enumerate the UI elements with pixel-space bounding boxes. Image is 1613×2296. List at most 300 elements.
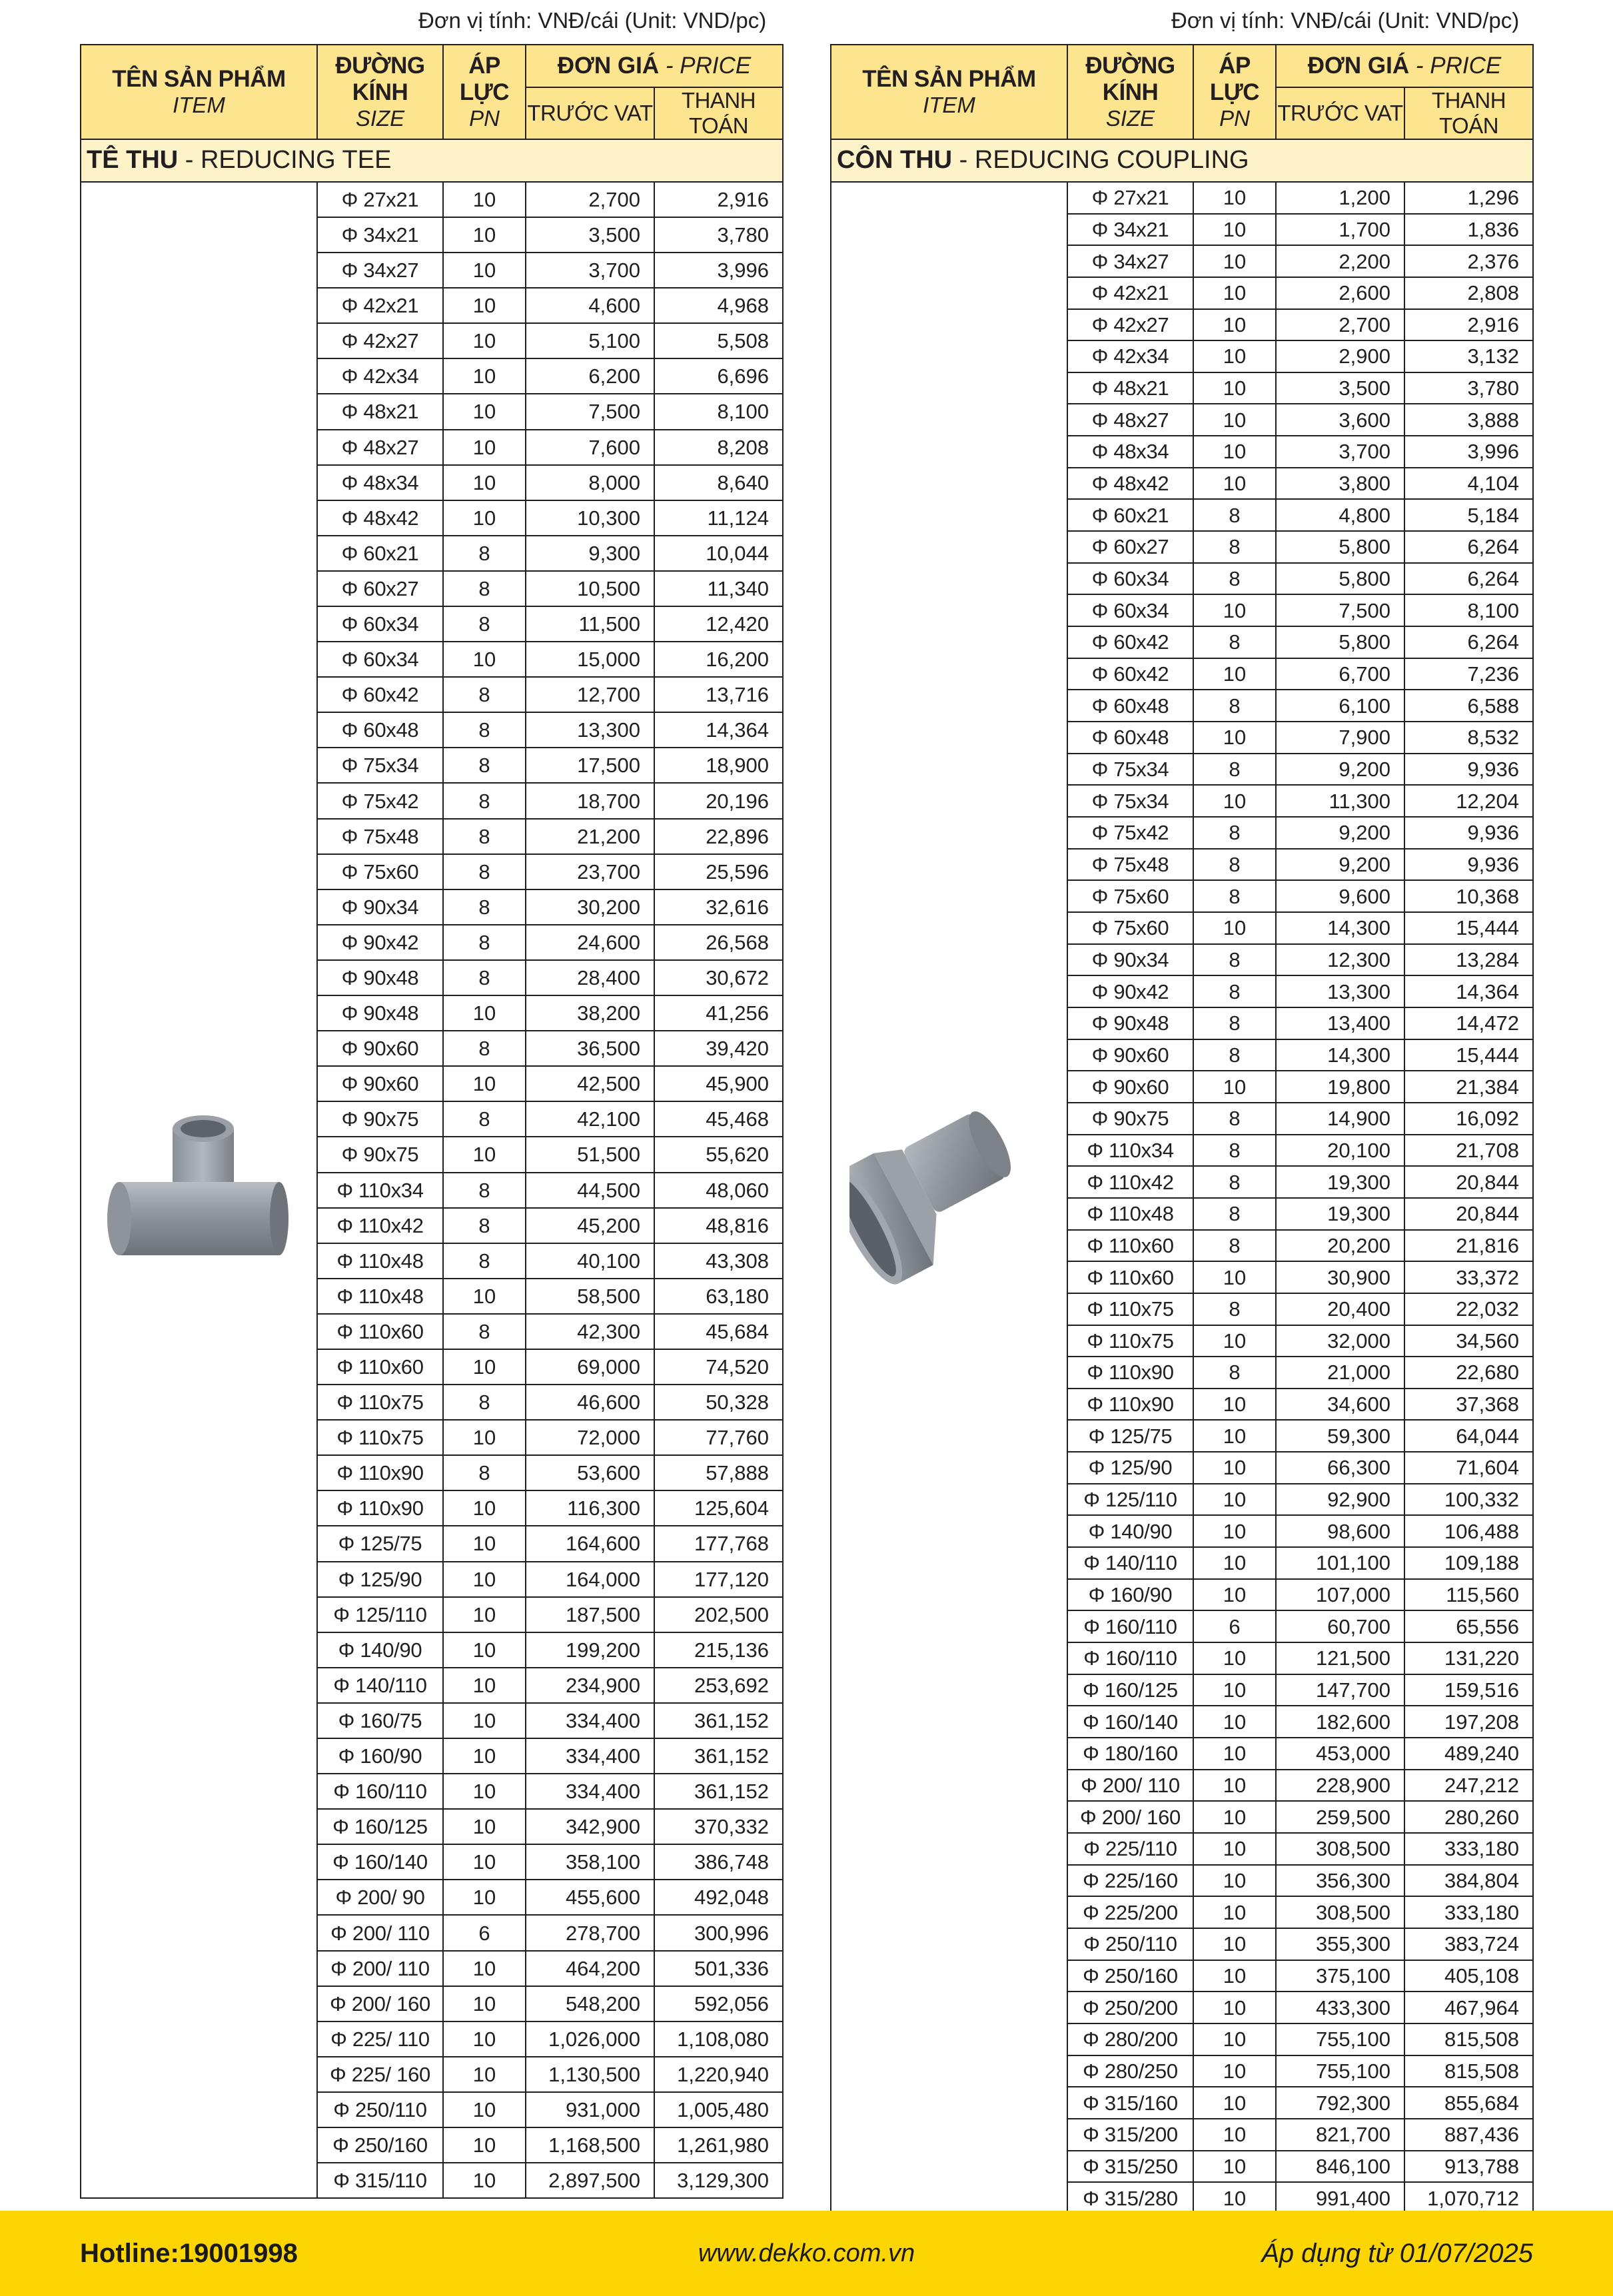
cell-price-payment: 489,240 <box>1404 1738 1533 1770</box>
cell-price-before-vat: 358,100 <box>526 1844 654 1880</box>
cell-price-payment: 333,180 <box>1404 1833 1533 1865</box>
cell-price-before-vat: 6,100 <box>1276 690 1404 722</box>
cell-price-before-vat: 58,500 <box>526 1279 654 1314</box>
cell-price-before-vat: 23,700 <box>526 854 654 889</box>
reducing-tee-icon <box>99 1102 299 1275</box>
cell-price-before-vat: 66,300 <box>1276 1452 1404 1484</box>
cell-size: Φ 110x42 <box>317 1208 443 1243</box>
cell-price-before-vat: 45,200 <box>526 1208 654 1243</box>
cell-price-before-vat: 5,800 <box>1276 626 1404 658</box>
cell-size: Φ 75x34 <box>317 748 443 783</box>
cell-size: Φ 125/75 <box>317 1526 443 1561</box>
cell-pn: 8 <box>1193 1166 1276 1198</box>
product-image-cell <box>831 182 1067 2214</box>
cell-price-payment: 8,100 <box>1404 594 1533 626</box>
cell-price-payment: 34,560 <box>1404 1325 1533 1357</box>
cell-size: Φ 200/ 110 <box>1067 1770 1193 1802</box>
cell-size: Φ 75x34 <box>1067 754 1193 786</box>
cell-price-before-vat: 7,500 <box>1276 594 1404 626</box>
reducing-tee-rows <box>81 182 783 2198</box>
cell-price-before-vat: 334,400 <box>526 1738 654 1774</box>
cell-price-payment: 25,596 <box>654 854 783 889</box>
cell-size: Φ 48x21 <box>1067 372 1193 404</box>
cell-price-payment: 405,108 <box>1404 1960 1533 1992</box>
col-header-pn: ÁP LỰC PN <box>443 45 526 139</box>
cell-price-payment: 9,936 <box>1404 754 1533 786</box>
cell-price-before-vat: 5,100 <box>526 323 654 358</box>
cell-price-payment: 22,680 <box>1404 1357 1533 1389</box>
cell-pn: 8 <box>1193 1135 1276 1167</box>
cell-pn: 10 <box>443 1703 526 1738</box>
cell-price-payment: 887,436 <box>1404 2119 1533 2151</box>
cell-price-payment: 32,616 <box>654 889 783 925</box>
cell-pn: 8 <box>443 712 526 748</box>
footer-bar <box>0 2211 1613 2296</box>
cell-price-payment: 109,188 <box>1404 1547 1533 1579</box>
cell-price-before-vat: 9,200 <box>1276 849 1404 881</box>
section-title: CÔN THU - REDUCING COUPLING <box>831 139 1533 182</box>
cell-size: Φ 110x90 <box>317 1490 443 1526</box>
cell-price-before-vat: 6,700 <box>1276 658 1404 690</box>
cell-price-before-vat: 42,300 <box>526 1314 654 1349</box>
cell-price-before-vat: 433,300 <box>1276 1992 1404 2023</box>
cell-pn: 8 <box>1193 849 1276 881</box>
cell-pn: 10 <box>443 1279 526 1314</box>
cell-price-before-vat: 46,600 <box>526 1385 654 1420</box>
col-header-payment: THANH TOÁN <box>654 87 783 139</box>
cell-price-payment: 4,968 <box>654 288 783 323</box>
cell-price-before-vat: 72,000 <box>526 1420 654 1455</box>
cell-price-before-vat: 15,000 <box>526 642 654 677</box>
cell-price-before-vat: 69,000 <box>526 1349 654 1385</box>
col-header-item: TÊN SẢN PHẨM ITEM <box>81 45 317 139</box>
cell-size: Φ 160/140 <box>317 1844 443 1880</box>
cell-pn: 8 <box>443 1314 526 1349</box>
cell-size: Φ 90x60 <box>1067 1039 1193 1071</box>
cell-price-payment: 22,032 <box>1404 1293 1533 1325</box>
cell-size: Φ 48x42 <box>317 500 443 536</box>
table-row <box>81 182 783 217</box>
cell-price-payment: 21,384 <box>1404 1071 1533 1103</box>
cell-pn: 8 <box>1193 1293 1276 1325</box>
cell-price-before-vat: 4,600 <box>526 288 654 323</box>
cell-pn: 8 <box>443 606 526 642</box>
cell-size: Φ 60x48 <box>1067 722 1193 754</box>
cell-pn: 8 <box>443 1208 526 1243</box>
cell-pn: 10 <box>1193 2055 1276 2087</box>
effective-date: Áp dụng từ 01/07/2025 <box>1261 2239 1533 2268</box>
cell-size: Φ 48x21 <box>317 394 443 429</box>
cell-size: Φ 90x60 <box>1067 1071 1193 1103</box>
cell-price-payment: 6,264 <box>1404 531 1533 563</box>
cell-pn: 10 <box>1193 1960 1276 1992</box>
cell-price-payment: 197,208 <box>1404 1706 1533 1738</box>
cell-price-before-vat: 792,300 <box>1276 2087 1404 2119</box>
cell-pn: 8 <box>1193 499 1276 531</box>
cell-pn: 10 <box>443 1809 526 1844</box>
cell-price-before-vat: 59,300 <box>1276 1420 1404 1452</box>
cell-pn: 10 <box>1193 1547 1276 1579</box>
cell-size: Φ 160/125 <box>1067 1674 1193 1706</box>
cell-price-payment: 45,900 <box>654 1066 783 1101</box>
cell-price-before-vat: 182,600 <box>1276 1706 1404 1738</box>
cell-price-before-vat: 2,700 <box>1276 309 1404 341</box>
cell-price-before-vat: 30,200 <box>526 889 654 925</box>
cell-size: Φ 140/90 <box>317 1632 443 1668</box>
cell-price-payment: 3,780 <box>654 217 783 253</box>
cell-price-before-vat: 24,600 <box>526 925 654 960</box>
cell-price-payment: 159,516 <box>1404 1674 1533 1706</box>
cell-pn: 10 <box>1193 468 1276 500</box>
cell-price-payment: 106,488 <box>1404 1515 1533 1547</box>
cell-pn: 10 <box>443 253 526 288</box>
cell-price-payment: 1,005,480 <box>654 2092 783 2127</box>
cell-price-before-vat: 164,600 <box>526 1526 654 1561</box>
cell-price-before-vat: 53,600 <box>526 1455 654 1490</box>
cell-pn: 8 <box>443 677 526 712</box>
cell-price-before-vat: 14,300 <box>1276 912 1404 944</box>
cell-price-before-vat: 10,500 <box>526 571 654 606</box>
cell-size: Φ 140/110 <box>1067 1547 1193 1579</box>
cell-size: Φ 42x21 <box>1067 277 1193 309</box>
cell-price-payment: 3,132 <box>1404 340 1533 372</box>
cell-pn: 10 <box>443 1668 526 1703</box>
cell-size: Φ 160/125 <box>317 1809 443 1844</box>
cell-pn: 8 <box>1193 1007 1276 1039</box>
cell-size: Φ 280/250 <box>1067 2055 1193 2087</box>
cell-price-before-vat: 42,500 <box>526 1066 654 1101</box>
cell-price-payment: 6,264 <box>1404 563 1533 595</box>
cell-price-before-vat: 3,500 <box>526 217 654 253</box>
cell-pn: 8 <box>443 748 526 783</box>
cell-price-payment: 2,376 <box>1404 245 1533 277</box>
cell-pn: 10 <box>1193 1515 1276 1547</box>
cell-size: Φ 75x42 <box>317 783 443 818</box>
cell-price-payment: 177,120 <box>654 1562 783 1597</box>
cell-pn: 10 <box>1193 1674 1276 1706</box>
cell-pn: 8 <box>1193 1103 1276 1135</box>
cell-price-payment: 18,900 <box>654 748 783 783</box>
cell-pn: 8 <box>1193 944 1276 976</box>
cell-price-before-vat: 755,100 <box>1276 2055 1404 2087</box>
cell-price-payment: 131,220 <box>1404 1642 1533 1674</box>
cell-pn: 10 <box>1193 2119 1276 2151</box>
cell-price-before-vat: 9,600 <box>1276 880 1404 912</box>
cell-pn: 8 <box>443 1101 526 1137</box>
cell-size: Φ 75x60 <box>1067 880 1193 912</box>
cell-pn: 10 <box>1193 912 1276 944</box>
cell-pn: 10 <box>443 1562 526 1597</box>
cell-price-before-vat: 40,100 <box>526 1243 654 1279</box>
cell-size: Φ 60x34 <box>1067 563 1193 595</box>
cell-size: Φ 75x48 <box>317 819 443 854</box>
cell-price-payment: 467,964 <box>1404 1992 1533 2023</box>
cell-price-before-vat: 334,400 <box>526 1774 654 1809</box>
cell-price-before-vat: 11,300 <box>1276 785 1404 817</box>
cell-size: Φ 180/160 <box>1067 1738 1193 1770</box>
cell-price-before-vat: 12,300 <box>1276 944 1404 976</box>
cell-price-payment: 361,152 <box>654 1738 783 1774</box>
cell-size: Φ 315/160 <box>1067 2087 1193 2119</box>
cell-price-payment: 64,044 <box>1404 1420 1533 1452</box>
cell-pn: 6 <box>1193 1610 1276 1642</box>
cell-size: Φ 27x21 <box>317 182 443 217</box>
cell-price-before-vat: 7,900 <box>1276 722 1404 754</box>
cell-price-before-vat: 2,700 <box>526 182 654 217</box>
cell-size: Φ 110x75 <box>317 1420 443 1455</box>
cell-price-payment: 71,604 <box>1404 1452 1533 1484</box>
cell-price-before-vat: 11,500 <box>526 606 654 642</box>
cell-pn: 10 <box>443 394 526 429</box>
cell-pn: 10 <box>1193 2023 1276 2055</box>
cell-price-before-vat: 10,300 <box>526 500 654 536</box>
cell-pn: 10 <box>1193 436 1276 468</box>
cell-size: Φ 315/280 <box>1067 2182 1193 2214</box>
cell-size: Φ 110x75 <box>1067 1325 1193 1357</box>
cell-pn: 10 <box>443 2092 526 2127</box>
cell-pn: 10 <box>443 1951 526 1986</box>
cell-pn: 10 <box>443 1597 526 1632</box>
cell-price-payment: 913,788 <box>1404 2151 1533 2183</box>
cell-price-before-vat: 7,500 <box>526 394 654 429</box>
cell-size: Φ 160/110 <box>1067 1642 1193 1674</box>
col-header-price: ĐƠN GIÁ - PRICE <box>526 45 783 87</box>
cell-price-before-vat: 30,900 <box>1276 1261 1404 1293</box>
cell-pn: 10 <box>443 1349 526 1385</box>
cell-price-payment: 55,620 <box>654 1137 783 1172</box>
cell-price-before-vat: 3,700 <box>1276 436 1404 468</box>
cell-pn: 10 <box>443 642 526 677</box>
cell-pn: 8 <box>1193 754 1276 786</box>
cell-size: Φ 60x27 <box>317 571 443 606</box>
cell-size: Φ 75x42 <box>1067 817 1193 849</box>
cell-size: Φ 75x60 <box>1067 912 1193 944</box>
cell-price-before-vat: 308,500 <box>1276 1896 1404 1928</box>
cell-pn: 8 <box>443 889 526 925</box>
cell-size: Φ 48x27 <box>317 430 443 465</box>
cell-price-payment: 21,816 <box>1404 1230 1533 1262</box>
cell-price-before-vat: 19,300 <box>1276 1166 1404 1198</box>
cell-size: Φ 250/160 <box>1067 1960 1193 1992</box>
cell-size: Φ 42x27 <box>1067 309 1193 341</box>
cell-price-before-vat: 199,200 <box>526 1632 654 1668</box>
cell-size: Φ 90x75 <box>1067 1103 1193 1135</box>
cell-size: Φ 225/200 <box>1067 1896 1193 1928</box>
cell-price-payment: 333,180 <box>1404 1896 1533 1928</box>
cell-pn: 8 <box>443 536 526 571</box>
cell-size: Φ 110x90 <box>317 1455 443 1490</box>
cell-size: Φ 110x75 <box>1067 1293 1193 1325</box>
cell-size: Φ 315/250 <box>1067 2151 1193 2183</box>
product-image-cell <box>81 182 317 2198</box>
cell-price-before-vat: 187,500 <box>526 1597 654 1632</box>
cell-size: Φ 90x34 <box>1067 944 1193 976</box>
cell-size: Φ 34x27 <box>317 253 443 288</box>
cell-pn: 8 <box>443 925 526 960</box>
cell-price-payment: 3,996 <box>1404 436 1533 468</box>
cell-price-payment: 1,070,712 <box>1404 2182 1533 2214</box>
cell-size: Φ 60x34 <box>317 642 443 677</box>
cell-price-payment: 3,888 <box>1404 404 1533 436</box>
cell-price-before-vat: 36,500 <box>526 1031 654 1066</box>
cell-pn: 10 <box>443 500 526 536</box>
cell-price-payment: 48,060 <box>654 1173 783 1208</box>
cell-pn: 8 <box>1193 1198 1276 1230</box>
cell-price-payment: 65,556 <box>1404 1610 1533 1642</box>
cell-pn: 10 <box>443 358 526 394</box>
cell-pn: 10 <box>1193 182 1276 214</box>
cell-pn: 8 <box>1193 1039 1276 1071</box>
cell-price-payment: 125,604 <box>654 1490 783 1526</box>
cell-price-before-vat: 334,400 <box>526 1703 654 1738</box>
cell-size: Φ 90x42 <box>1067 975 1193 1007</box>
cell-pn: 10 <box>1193 1865 1276 1897</box>
cell-pn: 10 <box>1193 1738 1276 1770</box>
cell-pn: 10 <box>443 1137 526 1172</box>
cell-size: Φ 90x75 <box>317 1101 443 1137</box>
cell-price-payment: 37,368 <box>1404 1389 1533 1421</box>
website-link[interactable]: www.dekko.com.vn <box>698 2239 915 2267</box>
cell-size: Φ 110x60 <box>1067 1230 1193 1262</box>
cell-size: Φ 225/ 110 <box>317 2021 443 2057</box>
cell-price-before-vat: 20,200 <box>1276 1230 1404 1262</box>
cell-price-before-vat: 34,600 <box>1276 1389 1404 1421</box>
cell-price-payment: 2,916 <box>654 182 783 217</box>
cell-price-payment: 11,340 <box>654 571 783 606</box>
cell-price-before-vat: 931,000 <box>526 2092 654 2127</box>
cell-price-payment: 361,152 <box>654 1774 783 1809</box>
cell-pn: 10 <box>443 217 526 253</box>
cell-price-payment: 63,180 <box>654 1279 783 1314</box>
cell-price-before-vat: 51,500 <box>526 1137 654 1172</box>
reducing-tee-price-table <box>80 44 784 2199</box>
reducing-coupling-price-table <box>830 44 1534 2215</box>
cell-price-before-vat: 453,000 <box>1276 1738 1404 1770</box>
cell-pn: 10 <box>1193 1801 1276 1833</box>
cell-price-before-vat: 116,300 <box>526 1490 654 1526</box>
cell-pn: 10 <box>1193 2087 1276 2119</box>
cell-size: Φ 200/ 110 <box>317 1951 443 1986</box>
cell-size: Φ 75x60 <box>317 854 443 889</box>
unit-note-right: Đơn vị tính: VNĐ/cái (Unit: VND/pc) <box>1171 8 1520 33</box>
cell-price-before-vat: 20,400 <box>1276 1293 1404 1325</box>
cell-price-before-vat: 17,500 <box>526 748 654 783</box>
cell-pn: 8 <box>1193 1230 1276 1262</box>
cell-price-before-vat: 1,168,500 <box>526 2127 654 2163</box>
cell-price-before-vat: 19,800 <box>1276 1071 1404 1103</box>
cell-price-before-vat: 278,700 <box>526 1915 654 1950</box>
cell-size: Φ 90x42 <box>317 925 443 960</box>
cell-price-before-vat: 13,300 <box>526 712 654 748</box>
cell-pn: 10 <box>1193 1896 1276 1928</box>
cell-size: Φ 90x48 <box>317 960 443 995</box>
cell-pn: 8 <box>1193 531 1276 563</box>
cell-price-payment: 45,468 <box>654 1101 783 1137</box>
cell-size: Φ 48x27 <box>1067 404 1193 436</box>
cell-price-before-vat: 342,900 <box>526 1809 654 1844</box>
cell-price-payment: 3,129,300 <box>654 2163 783 2198</box>
cell-size: Φ 110x48 <box>317 1279 443 1314</box>
cell-size: Φ 90x75 <box>317 1137 443 1172</box>
cell-price-before-vat: 355,300 <box>1276 1928 1404 1960</box>
cell-size: Φ 110x60 <box>317 1349 443 1385</box>
cell-price-before-vat: 164,000 <box>526 1562 654 1597</box>
cell-pn: 8 <box>443 819 526 854</box>
cell-size: Φ 48x34 <box>317 465 443 500</box>
cell-pn: 10 <box>1193 277 1276 309</box>
cell-size: Φ 250/200 <box>1067 1992 1193 2023</box>
cell-pn: 10 <box>1193 340 1276 372</box>
cell-size: Φ 160/110 <box>1067 1610 1193 1642</box>
cell-price-before-vat: 991,400 <box>1276 2182 1404 2214</box>
cell-price-payment: 13,716 <box>654 677 783 712</box>
cell-size: Φ 200/ 160 <box>317 1986 443 2021</box>
cell-size: Φ 315/200 <box>1067 2119 1193 2151</box>
cell-size: Φ 110x48 <box>317 1243 443 1279</box>
cell-price-before-vat: 2,600 <box>1276 277 1404 309</box>
cell-pn: 8 <box>1193 563 1276 595</box>
cell-pn: 10 <box>443 995 526 1031</box>
cell-pn: 10 <box>1193 309 1276 341</box>
cell-size: Φ 160/110 <box>317 1774 443 1809</box>
cell-size: Φ 110x42 <box>1067 1166 1193 1198</box>
cell-price-before-vat: 92,900 <box>1276 1484 1404 1516</box>
cell-price-payment: 386,748 <box>654 1844 783 1880</box>
cell-price-before-vat: 2,897,500 <box>526 2163 654 2198</box>
cell-pn: 8 <box>443 960 526 995</box>
cell-size: Φ 90x34 <box>317 889 443 925</box>
cell-price-payment: 1,296 <box>1404 182 1533 214</box>
cell-size: Φ 315/110 <box>317 2163 443 2198</box>
hotline[interactable]: Hotline:19001998 <box>80 2239 298 2268</box>
cell-size: Φ 60x27 <box>1067 531 1193 563</box>
unit-note-left: Đơn vị tính: VNĐ/cái (Unit: VND/pc) <box>418 8 767 33</box>
col-header-pn: ÁP LỰC PN <box>1193 45 1276 139</box>
col-header-size: ĐƯỜNG KÍNH SIZE <box>317 45 443 139</box>
cell-price-payment: 9,936 <box>1404 817 1533 849</box>
cell-price-payment: 74,520 <box>654 1349 783 1385</box>
cell-price-payment: 361,152 <box>654 1703 783 1738</box>
cell-pn: 10 <box>1193 1071 1276 1103</box>
cell-pn: 8 <box>1193 817 1276 849</box>
cell-size: Φ 90x60 <box>317 1031 443 1066</box>
cell-size: Φ 160/140 <box>1067 1706 1193 1738</box>
cell-price-before-vat: 28,400 <box>526 960 654 995</box>
cell-price-before-vat: 356,300 <box>1276 1865 1404 1897</box>
cell-price-before-vat: 375,100 <box>1276 1960 1404 1992</box>
cell-size: Φ 48x34 <box>1067 436 1193 468</box>
cell-price-payment: 50,328 <box>654 1385 783 1420</box>
cell-price-payment: 13,284 <box>1404 944 1533 976</box>
cell-size: Φ 125/110 <box>1067 1484 1193 1516</box>
cell-price-payment: 20,196 <box>654 783 783 818</box>
cell-pn: 8 <box>443 1243 526 1279</box>
cell-price-before-vat: 8,000 <box>526 465 654 500</box>
cell-price-before-vat: 9,200 <box>1276 817 1404 849</box>
cell-price-before-vat: 20,100 <box>1276 1135 1404 1167</box>
cell-size: Φ 160/75 <box>317 1703 443 1738</box>
cell-pn: 10 <box>443 1844 526 1880</box>
cell-price-before-vat: 5,800 <box>1276 563 1404 595</box>
cell-price-before-vat: 2,200 <box>1276 245 1404 277</box>
cell-size: Φ 125/75 <box>1067 1420 1193 1452</box>
cell-size: Φ 90x48 <box>317 995 443 1031</box>
cell-price-payment: 4,104 <box>1404 468 1533 500</box>
col-header-item: TÊN SẢN PHẨM ITEM <box>831 45 1067 139</box>
cell-price-payment: 16,200 <box>654 642 783 677</box>
cell-pn: 10 <box>1193 372 1276 404</box>
cell-size: Φ 27x21 <box>1067 182 1193 214</box>
